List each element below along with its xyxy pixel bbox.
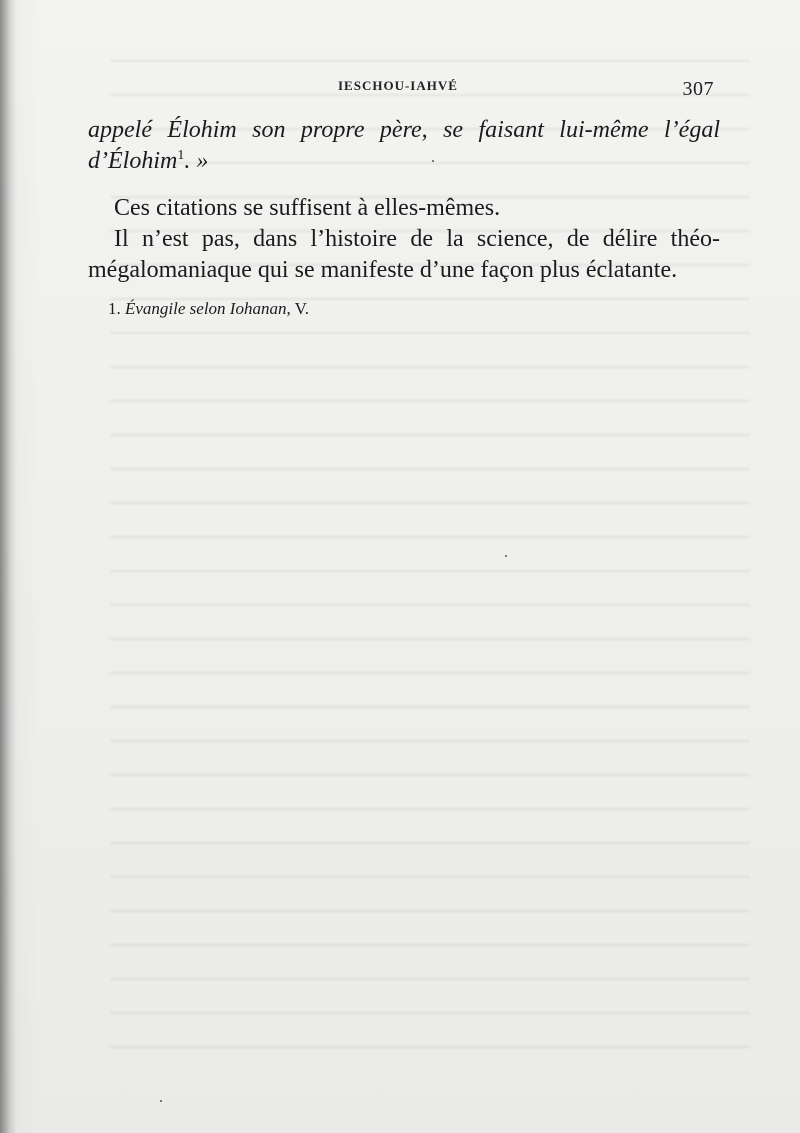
quote-paragraph: [88, 115, 720, 177]
footnote-number: 1.: [108, 299, 121, 318]
quote-line-2-text: d’Élohim: [88, 148, 178, 174]
running-head: IESCHOU-IAHVÉ: [338, 78, 458, 93]
quote-line-1: appelé Élohim son propre père, se faisant lui-même l’égal: [88, 117, 720, 143]
quote-line-2: [88, 146, 720, 177]
page-binding-shadow: [0, 0, 16, 1133]
paper-speck: [160, 1100, 162, 1102]
paragraph-1: Ces citations se suffisent à elles-mêmes.: [114, 195, 501, 221]
footnote-reference: 1: [177, 148, 185, 163]
paper-speck: [432, 160, 434, 162]
paragraph-2: [88, 224, 720, 286]
footnote-suffix: , V.: [286, 299, 309, 318]
footnote: [108, 299, 309, 319]
page-number: 307: [682, 78, 714, 100]
paper-speck: [505, 555, 507, 557]
paragraph-2-line-2: mégalomaniaque qui se manifeste d’une façon plus éclatante.: [88, 257, 678, 283]
page-header: [0, 78, 800, 102]
footnote-title: Évangile selon Iohanan: [125, 299, 287, 318]
quote-line-2-end: . »: [184, 148, 209, 174]
paragraph-2-line-1: Il n’est pas, dans l’histoire de la science, de délire théo-: [114, 226, 720, 252]
page-content: [88, 115, 720, 286]
